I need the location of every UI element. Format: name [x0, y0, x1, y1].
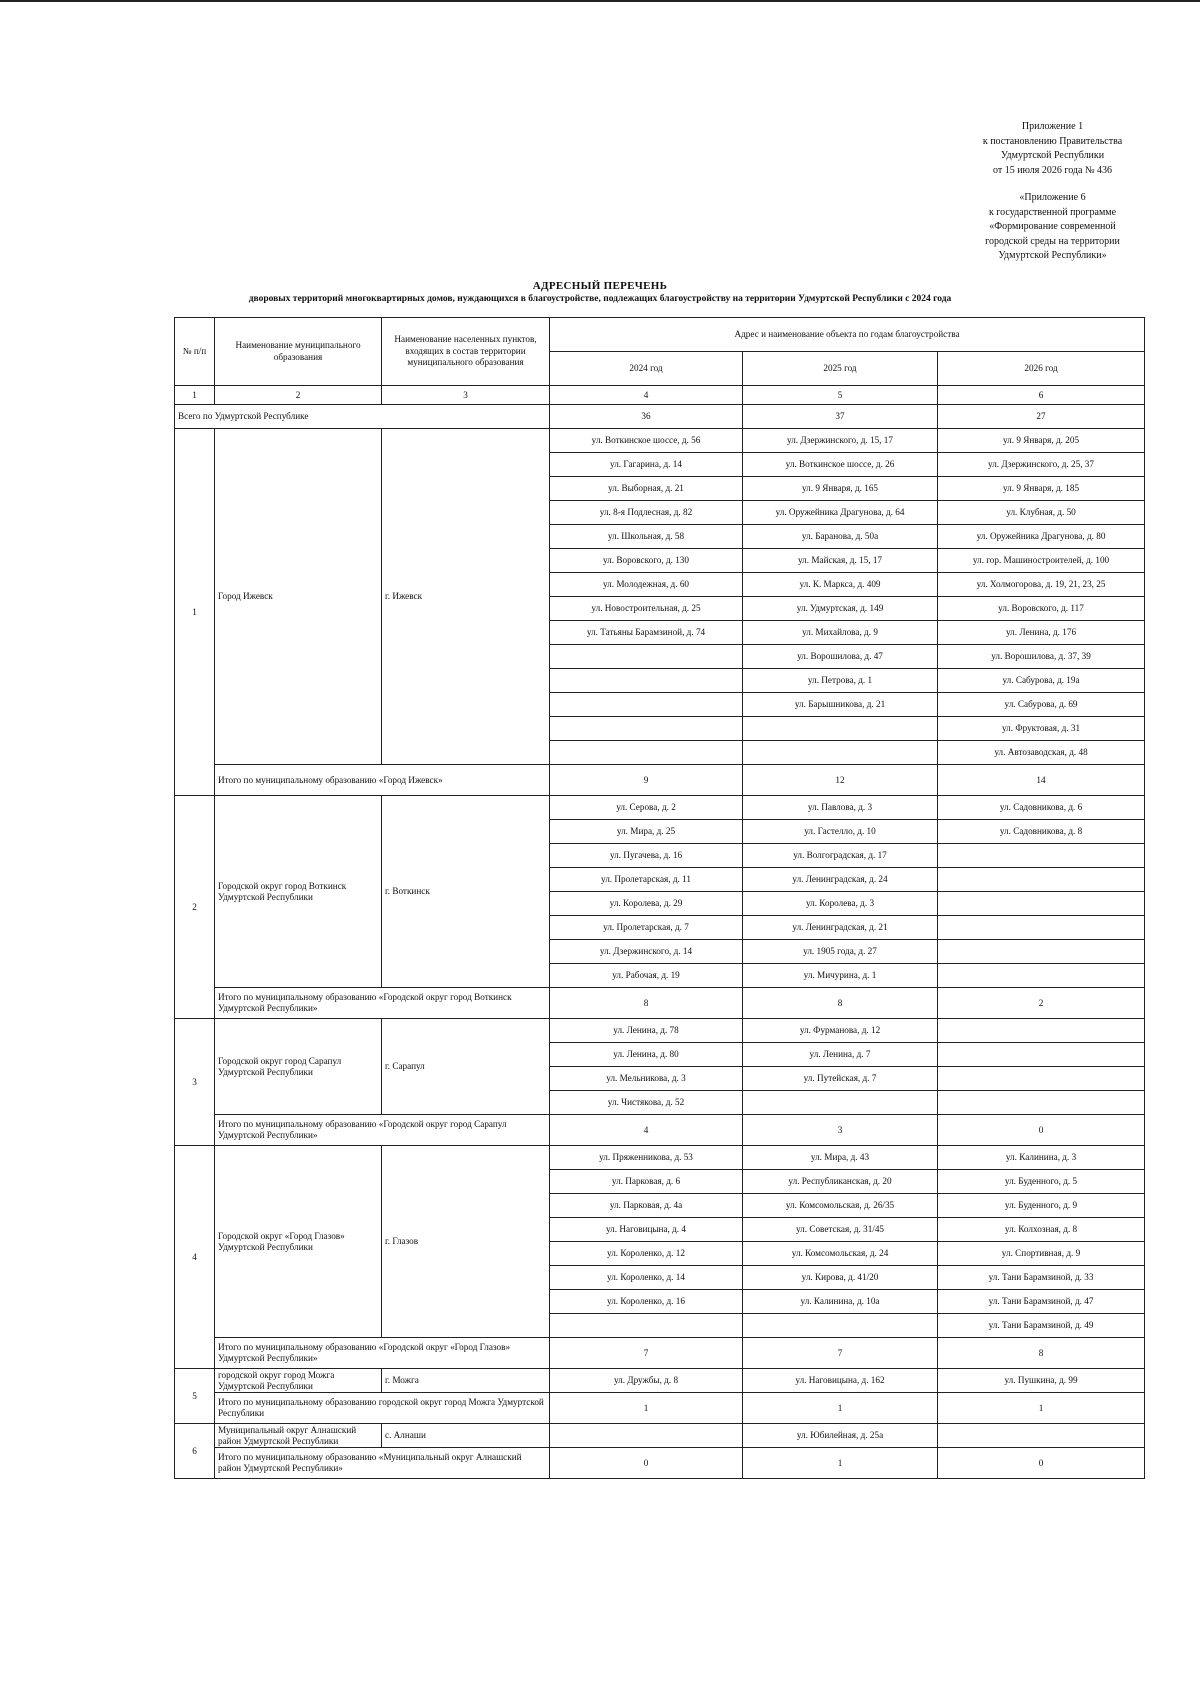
- column-number: 6: [938, 386, 1145, 405]
- group-total-row: [175, 1448, 1145, 1479]
- address-cell-2026: ул. Ленина, д. 176: [938, 621, 1145, 645]
- table-row: [175, 1369, 1145, 1393]
- group-total-2024: 4: [550, 1115, 743, 1146]
- address-cell-2026: ул. Ворошилова, д. 37, 39: [938, 645, 1145, 669]
- group-total-label: Итого по муниципальному образованию «Городской округ «Город Глазов» Удмуртской Республики»: [215, 1338, 550, 1369]
- address-cell-2024: [550, 669, 743, 693]
- group-total-label: Итого по муниципальному образованию «Город Ижевск»: [215, 765, 550, 796]
- address-cell-2026: [938, 892, 1145, 916]
- table-row: [175, 429, 1145, 453]
- appendix-line: «Формирование современной: [989, 221, 1116, 232]
- header-2026: 2026 год: [938, 352, 1145, 386]
- appendix-line: Приложение 1: [1021, 121, 1084, 132]
- address-cell-2025: ул. Майская, д. 15, 17: [743, 549, 938, 573]
- appendix-line: от 15 июля 2026 года № 436: [992, 164, 1113, 176]
- header-2025: 2025 год: [743, 352, 938, 386]
- group-total-2025: 3: [743, 1115, 938, 1146]
- address-cell-2026: ул. Дзержинского, д. 25, 37: [938, 453, 1145, 477]
- address-cell-2024: ул. Гагарина, д. 14: [550, 453, 743, 477]
- address-cell-2024: ул. Воровского, д. 130: [550, 549, 743, 573]
- header-2024: 2024 год: [550, 352, 743, 386]
- table-row: [175, 1146, 1145, 1170]
- settlement-name: г. Можга: [382, 1369, 550, 1393]
- group-total-label: Итого по муниципальному образованию «Городской округ город Сарапул Удмуртской Республики»: [215, 1115, 550, 1146]
- address-cell-2026: ул. Воровского, д. 117: [938, 597, 1145, 621]
- address-cell-2025: ул. Калинина, д. 10а: [743, 1290, 938, 1314]
- address-cell-2024: ул. Пролетарская, д. 7: [550, 916, 743, 940]
- address-table: [174, 317, 1145, 1479]
- address-cell-2024: ул. Парковая, д. 4а: [550, 1194, 743, 1218]
- address-cell-2026: ул. Садовникова, д. 8: [938, 820, 1145, 844]
- address-cell-2025: ул. Комсомольская, д. 26/35: [743, 1194, 938, 1218]
- municipality-name: Городской округ город Воткинск Удмуртской Республики: [215, 796, 382, 988]
- group-total-2025: 12: [743, 765, 938, 796]
- address-cell-2025: ул. Ворошилова, д. 47: [743, 645, 938, 669]
- address-cell-2025: ул. Мичурина, д. 1: [743, 964, 938, 988]
- address-cell-2025: ул. Ленинградская, д. 21: [743, 916, 938, 940]
- address-cell-2024: [550, 645, 743, 669]
- address-cell-2026: ул. Спортивная, д. 9: [938, 1242, 1145, 1266]
- column-number: 5: [743, 386, 938, 405]
- address-cell-2026: ул. Холмогорова, д. 19, 21, 23, 25: [938, 573, 1145, 597]
- municipality-name: Город Ижевск: [215, 429, 382, 765]
- address-cell-2026: ул. Автозаводская, д. 48: [938, 741, 1145, 765]
- table-body: [175, 405, 1145, 1479]
- group-total-2025: 7: [743, 1338, 938, 1369]
- column-number: 1: [175, 386, 215, 405]
- address-cell-2025: ул. Кирова, д. 41/20: [743, 1266, 938, 1290]
- address-cell-2024: ул. Пугачева, д. 16: [550, 844, 743, 868]
- appendix-line: Удмуртской Республики: [1000, 150, 1105, 161]
- address-cell-2025: ул. Республиканская, д. 20: [743, 1170, 938, 1194]
- settlement-name: г. Глазов: [382, 1146, 550, 1338]
- address-cell-2024: ул. Школьная, д. 58: [550, 525, 743, 549]
- address-cell-2026: ул. 9 Января, д. 205: [938, 429, 1145, 453]
- address-cell-2025: ул. Советская, д. 31/45: [743, 1218, 938, 1242]
- address-cell-2025: ул. Наговицына, д. 162: [743, 1369, 938, 1393]
- address-cell-2026: ул. Садовникова, д. 6: [938, 796, 1145, 820]
- grand-total-label: Всего по Удмуртской Республике: [175, 405, 550, 429]
- group-number: 4: [175, 1146, 215, 1369]
- group-total-2026: 0: [938, 1115, 1145, 1146]
- group-total-row: [175, 988, 1145, 1019]
- address-cell-2025: ул. Оружейника Драгунова, д. 64: [743, 501, 938, 525]
- municipality-name: Городской округ город Сарапул Удмуртской Республики: [215, 1019, 382, 1115]
- header-no: № п/п: [175, 318, 215, 386]
- address-cell-2025: ул. Гастелло, д. 10: [743, 820, 938, 844]
- address-cell-2026: [938, 1019, 1145, 1043]
- group-total-row: [175, 765, 1145, 796]
- address-cell-2025: ул. Дзержинского, д. 15, 17: [743, 429, 938, 453]
- address-cell-2026: [938, 1067, 1145, 1091]
- column-number: 2: [215, 386, 382, 405]
- address-cell-2024: ул. Ленина, д. 80: [550, 1043, 743, 1067]
- address-cell-2026: [938, 916, 1145, 940]
- address-cell-2024: ул. Татьяны Барамзиной, д. 74: [550, 621, 743, 645]
- address-cell-2025: ул. Баранова, д. 50а: [743, 525, 938, 549]
- grand-total-2024: 36: [550, 405, 743, 429]
- address-cell-2024: ул. Пряженникова, д. 53: [550, 1146, 743, 1170]
- address-cell-2026: [938, 964, 1145, 988]
- group-number: 2: [175, 796, 215, 1019]
- address-cell-2024: ул. Воткинское шоссе, д. 56: [550, 429, 743, 453]
- address-cell-2025: ул. Мира, д. 43: [743, 1146, 938, 1170]
- address-cell-2025: ул. Павлова, д. 3: [743, 796, 938, 820]
- address-cell-2026: ул. Фруктовая, д. 31: [938, 717, 1145, 741]
- address-cell-2026: ул. Клубная, д. 50: [938, 501, 1145, 525]
- municipality-name: Муниципальный округ Алнашский район Удмуртской Республики: [215, 1424, 382, 1448]
- appendix-line: «Приложение 6: [1019, 192, 1086, 203]
- municipality-name: городской округ город Можга Удмуртской Республики: [215, 1369, 382, 1393]
- group-total-2024: 0: [550, 1448, 743, 1479]
- group-total-label: Итого по муниципальному образованию «Городской округ город Воткинск Удмуртской Республики»: [215, 988, 550, 1019]
- group-total-2026: 2: [938, 988, 1145, 1019]
- group-total-label: Итого по муниципальному образованию «Муниципальный округ Алнашский район Удмуртской Республики»: [215, 1448, 550, 1479]
- document-subtitle: дворовых территорий многоквартирных домов, нуждающихся в благоустройстве, подлежащих благоустройству на территории Удмуртской Республики с 2024 года: [248, 294, 952, 304]
- address-cell-2025: ул. К. Маркса, д. 409: [743, 573, 938, 597]
- appendix-line: к государственной программе: [988, 206, 1117, 218]
- group-total-2024: 8: [550, 988, 743, 1019]
- grand-total-2025: 37: [743, 405, 938, 429]
- address-cell-2025: ул. Барышникова, д. 21: [743, 693, 938, 717]
- address-cell-2025: ул. Комсомольская, д. 24: [743, 1242, 938, 1266]
- appendix-line: городской среды на территории: [985, 235, 1120, 247]
- address-cell-2026: ул. Оружейника Драгунова, д. 80: [938, 525, 1145, 549]
- address-cell-2025: ул. Ленинградская, д. 24: [743, 868, 938, 892]
- grand-total-2026: 27: [938, 405, 1145, 429]
- address-cell-2026: ул. Пушкина, д. 99: [938, 1369, 1145, 1393]
- municipality-name: Городской округ «Город Глазов» Удмуртской Республики: [215, 1146, 382, 1338]
- address-cell-2024: [550, 717, 743, 741]
- address-cell-2025: [743, 741, 938, 765]
- group-total-row: [175, 1338, 1145, 1369]
- address-cell-2025: ул. Фурманова, д. 12: [743, 1019, 938, 1043]
- appendix-line: к постановлению Правительства: [982, 135, 1123, 147]
- address-cell-2026: [938, 844, 1145, 868]
- address-cell-2024: [550, 741, 743, 765]
- address-cell-2025: ул. Воткинское шоссе, д. 26: [743, 453, 938, 477]
- group-total-2026: 1: [938, 1393, 1145, 1424]
- address-cell-2026: ул. Сабурова, д. 69: [938, 693, 1145, 717]
- address-cell-2026: ул. Колхозная, д. 8: [938, 1218, 1145, 1242]
- address-cell-2024: ул. Королева, д. 29: [550, 892, 743, 916]
- address-cell-2024: ул. Дзержинского, д. 14: [550, 940, 743, 964]
- group-total-label: Итого по муниципальному образованию городской округ город Можга Удмуртской Республики: [215, 1393, 550, 1424]
- address-cell-2025: [743, 717, 938, 741]
- address-cell-2026: [938, 940, 1145, 964]
- grand-total-row: [175, 405, 1145, 429]
- column-number: 3: [382, 386, 550, 405]
- table-row: [175, 1424, 1145, 1448]
- appendix-block: [930, 120, 1175, 264]
- header-address-group: Адрес и наименование объекта по годам благоустройства: [550, 318, 1145, 352]
- group-number: 5: [175, 1369, 215, 1424]
- address-cell-2026: ул. гор. Машиностроителей, д. 100: [938, 549, 1145, 573]
- table-row: [175, 796, 1145, 820]
- group-total-2024: 7: [550, 1338, 743, 1369]
- title-block: [0, 280, 1200, 304]
- address-cell-2024: ул. Парковая, д. 6: [550, 1170, 743, 1194]
- address-cell-2024: ул. Ленина, д. 78: [550, 1019, 743, 1043]
- address-cell-2025: [743, 1091, 938, 1115]
- address-cell-2024: ул. Короленко, д. 12: [550, 1242, 743, 1266]
- group-total-2026: 0: [938, 1448, 1145, 1479]
- group-total-2025: 8: [743, 988, 938, 1019]
- address-cell-2024: ул. Новостроительная, д. 25: [550, 597, 743, 621]
- address-cell-2026: ул. Буденного, д. 5: [938, 1170, 1145, 1194]
- group-total-2025: 1: [743, 1448, 938, 1479]
- address-cell-2024: ул. Короленко, д. 16: [550, 1290, 743, 1314]
- address-cell-2025: ул. Путейская, д. 7: [743, 1067, 938, 1091]
- appendix-line: Удмуртской Республики»: [998, 250, 1107, 261]
- document-title: АДРЕСНЫЙ ПЕРЕЧЕНЬ: [532, 280, 668, 292]
- address-cell-2025: ул. Волгоградская, д. 17: [743, 844, 938, 868]
- address-cell-2024: ул. Короленко, д. 14: [550, 1266, 743, 1290]
- settlement-name: с. Алнаши: [382, 1424, 550, 1448]
- address-cell-2024: [550, 693, 743, 717]
- address-cell-2024: ул. Молодежная, д. 60: [550, 573, 743, 597]
- address-cell-2024: ул. Чистякова, д. 52: [550, 1091, 743, 1115]
- address-cell-2025: ул. Удмуртская, д. 149: [743, 597, 938, 621]
- address-cell-2024: ул. Мира, д. 25: [550, 820, 743, 844]
- address-cell-2026: ул. Тани Барамзиной, д. 49: [938, 1314, 1145, 1338]
- address-cell-2024: ул. Рабочая, д. 19: [550, 964, 743, 988]
- group-total-2025: 1: [743, 1393, 938, 1424]
- address-cell-2024: [550, 1424, 743, 1448]
- address-cell-2025: ул. Михайлова, д. 9: [743, 621, 938, 645]
- group-number: 1: [175, 429, 215, 796]
- address-cell-2026: ул. Сабурова, д. 19а: [938, 669, 1145, 693]
- address-cell-2025: [743, 1314, 938, 1338]
- address-cell-2026: [938, 1091, 1145, 1115]
- address-cell-2025: ул. Петрова, д. 1: [743, 669, 938, 693]
- settlement-name: г. Ижевск: [382, 429, 550, 765]
- group-total-row: [175, 1115, 1145, 1146]
- address-cell-2026: [938, 1043, 1145, 1067]
- address-cell-2025: ул. Королева, д. 3: [743, 892, 938, 916]
- scan-edge: [0, 0, 1200, 2]
- group-total-row: [175, 1393, 1145, 1424]
- group-total-2026: 14: [938, 765, 1145, 796]
- address-cell-2026: ул. Буденного, д. 9: [938, 1194, 1145, 1218]
- address-cell-2024: ул. Выборная, д. 21: [550, 477, 743, 501]
- column-number: 4: [550, 386, 743, 405]
- address-cell-2024: ул. 8-я Подлесная, д. 82: [550, 501, 743, 525]
- settlement-name: г. Сарапул: [382, 1019, 550, 1115]
- group-number: 3: [175, 1019, 215, 1146]
- group-total-2024: 9: [550, 765, 743, 796]
- address-cell-2024: ул. Серова, д. 2: [550, 796, 743, 820]
- address-cell-2026: ул. Тани Барамзиной, д. 33: [938, 1266, 1145, 1290]
- address-cell-2026: [938, 1424, 1145, 1448]
- settlement-name: г. Воткинск: [382, 796, 550, 988]
- address-cell-2025: ул. 9 Января, д. 165: [743, 477, 938, 501]
- address-cell-2024: ул. Дружбы, д. 8: [550, 1369, 743, 1393]
- group-total-2024: 1: [550, 1393, 743, 1424]
- address-cell-2026: ул. Калинина, д. 3: [938, 1146, 1145, 1170]
- address-cell-2026: ул. 9 Января, д. 185: [938, 477, 1145, 501]
- address-cell-2026: [938, 868, 1145, 892]
- address-cell-2024: ул. Наговицына, д. 4: [550, 1218, 743, 1242]
- address-cell-2026: ул. Тани Барамзиной, д. 47: [938, 1290, 1145, 1314]
- header-settlements: Наименование населенных пунктов, входящих в состав территории муниципального образования: [382, 318, 550, 386]
- address-cell-2024: [550, 1314, 743, 1338]
- group-number: 6: [175, 1424, 215, 1479]
- address-cell-2025: ул. Юбилейная, д. 25а: [743, 1424, 938, 1448]
- address-cell-2024: ул. Мельникова, д. 3: [550, 1067, 743, 1091]
- header-municipality: Наименование муниципального образования: [215, 318, 382, 386]
- address-cell-2024: ул. Пролетарская, д. 11: [550, 868, 743, 892]
- address-cell-2025: ул. Ленина, д. 7: [743, 1043, 938, 1067]
- group-total-2026: 8: [938, 1338, 1145, 1369]
- address-cell-2025: ул. 1905 года, д. 27: [743, 940, 938, 964]
- table-row: [175, 1019, 1145, 1043]
